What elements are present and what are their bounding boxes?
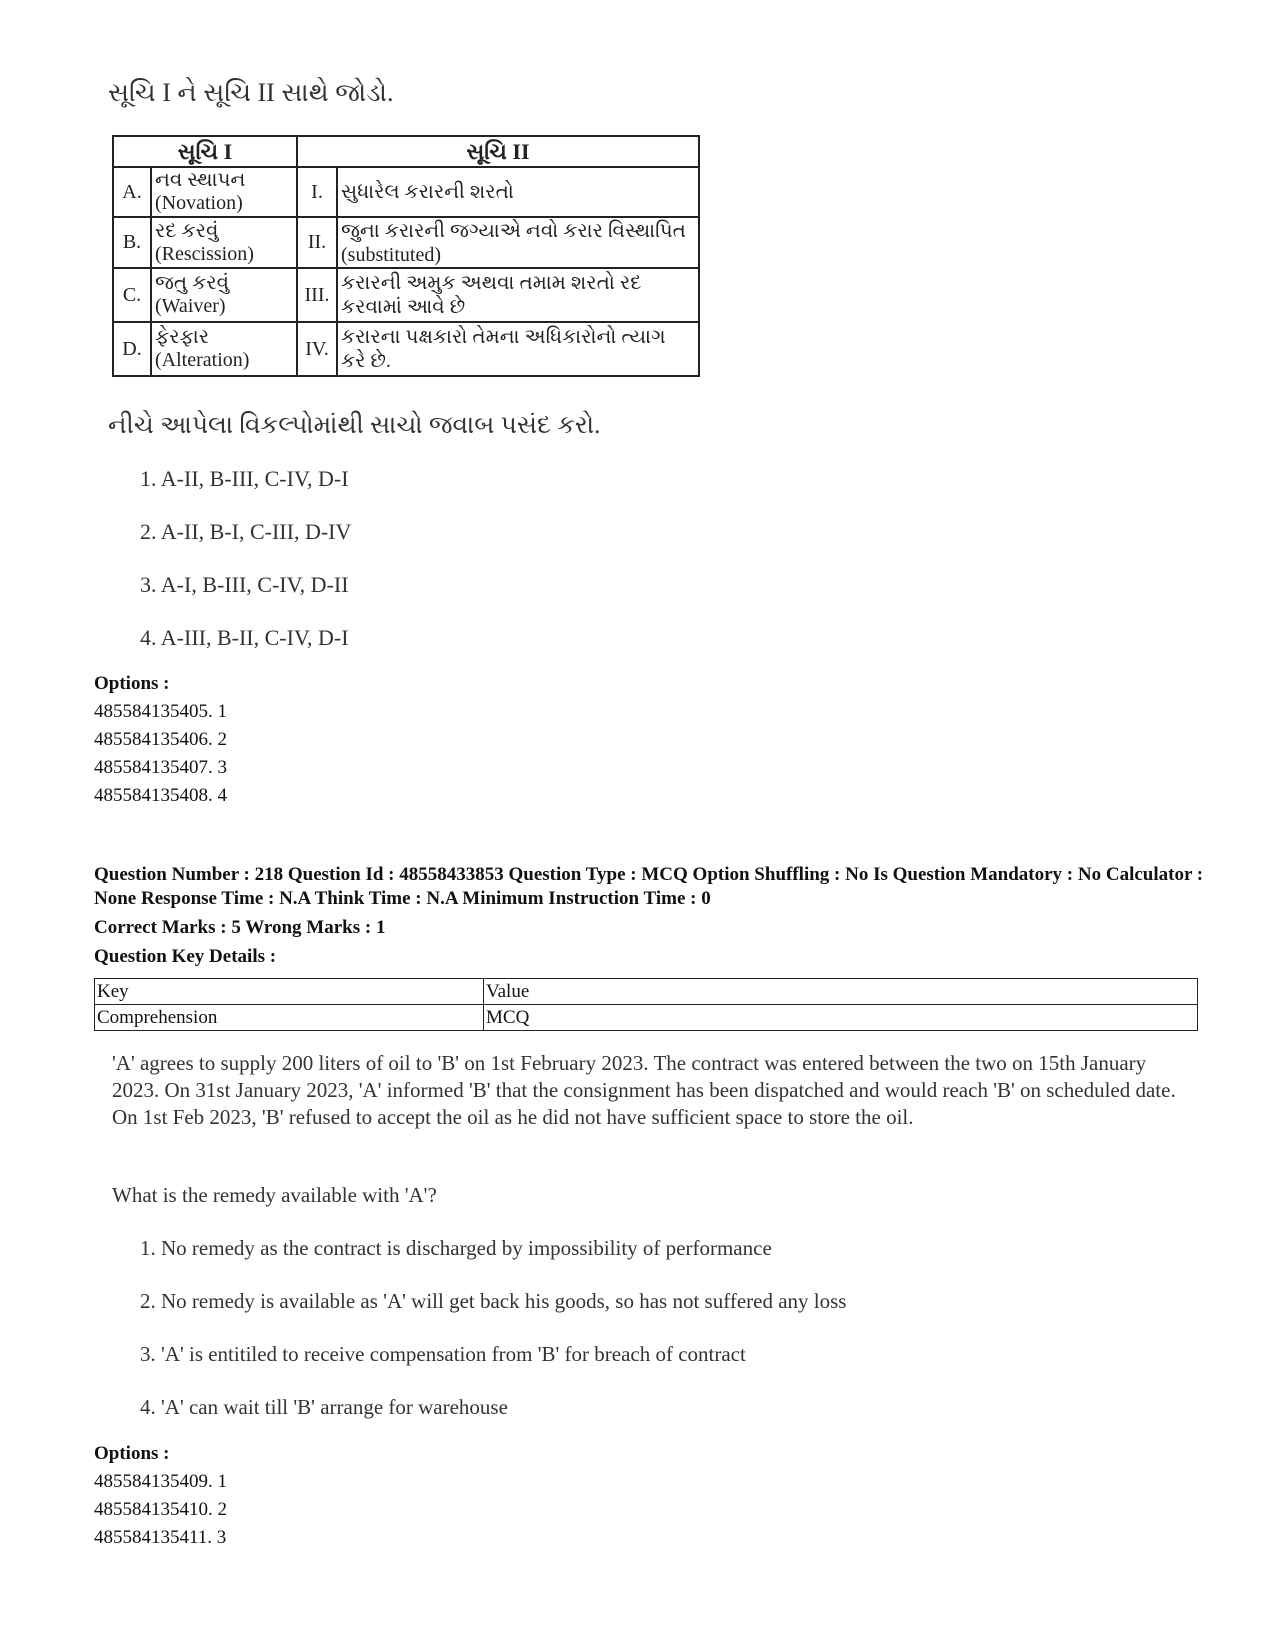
- match-row: [113, 268, 699, 322]
- option-id: 485584135408. 4: [94, 785, 227, 806]
- option-id: 485584135411. 3: [94, 1527, 227, 1548]
- table-row: [95, 1005, 1198, 1031]
- match-table: [112, 135, 700, 377]
- answer-choice: 3. 'A' is entitiled to receive compensation from 'B' for breach of contract: [140, 1342, 746, 1366]
- list2-desc: કરારના પક્ષકારો તેમના અધિકારોનો ત્યાગ કરે છે.: [337, 322, 699, 376]
- key-cell: Comprehension: [95, 1005, 484, 1031]
- option-id: 485584135405. 1: [94, 701, 227, 722]
- key-table: [94, 978, 1198, 1031]
- row-roman: I.: [297, 167, 337, 217]
- question-passage: 'A' agrees to supply 200 liters of oil to 'B' on 1st February 2023. The contract was entered between the two on 15th January 2023. On 31st January 2023, 'A' informed 'B' that the consignment has been dispatched and would reach 'B' on scheduled date. On 1st Feb 2023, 'B' refused to accept the oil as he did not have sufficient space to store the oil.: [112, 1051, 1176, 1129]
- answer-choice: 2. A-II, B-I, C-III, D-IV: [140, 519, 352, 544]
- match-row: [113, 217, 699, 268]
- row-letter: C.: [113, 268, 151, 322]
- options-label: Options :: [94, 673, 170, 694]
- answer-choice: 4. A-III, B-II, C-IV, D-I: [140, 625, 349, 650]
- list1-term: રદ કરવું (Rescission): [151, 217, 297, 268]
- value-header: Value: [484, 979, 1198, 1005]
- answer-choice: 1. No remedy as the contract is discharged by impossibility of performance: [140, 1236, 772, 1260]
- row-roman: II.: [297, 217, 337, 268]
- list1-term: ફેરફાર (Alteration): [151, 322, 297, 376]
- options-label: Options :: [94, 1443, 170, 1464]
- list2-header: સૂચિ II: [297, 136, 699, 167]
- key-header: Key: [95, 979, 484, 1005]
- list2-desc: કરારની અમુક અથવા તમામ શરતો રદ કરવામાં આવે છે: [337, 268, 699, 322]
- answer-choice: 3. A-I, B-III, C-IV, D-II: [140, 572, 349, 597]
- list1-header: સૂચિ I: [113, 136, 297, 167]
- question-instruction: નીચે આપેલા વિકલ્પોમાંથી સાચો જવાબ પસંદ કરો.: [108, 412, 601, 439]
- row-letter: B.: [113, 217, 151, 268]
- row-roman: III.: [297, 268, 337, 322]
- match-row: [113, 167, 699, 217]
- question-text: What is the remedy available with 'A'?: [112, 1183, 437, 1207]
- row-letter: D.: [113, 322, 151, 376]
- match-row: [113, 322, 699, 376]
- option-id: 485584135409. 1: [94, 1471, 227, 1492]
- list2-desc: સુધારેલ કરારની શરતો: [337, 167, 699, 217]
- row-roman: IV.: [297, 322, 337, 376]
- answer-choice: 2. No remedy is available as 'A' will get back his goods, so has not suffered any loss: [140, 1289, 847, 1313]
- answer-choice: 4. 'A' can wait till 'B' arrange for warehouse: [140, 1395, 508, 1419]
- row-letter: A.: [113, 167, 151, 217]
- list1-term: નવ સ્થાપન (Novation): [151, 167, 297, 217]
- option-id: 485584135407. 3: [94, 757, 227, 778]
- match-table-header: [113, 136, 699, 167]
- option-id: 485584135406. 2: [94, 729, 227, 750]
- option-id: 485584135410. 2: [94, 1499, 227, 1520]
- question-meta: Question Number : 218 Question Id : 48558433853 Question Type : MCQ Option Shuffling : No Is Question Mandatory : No Calculator : None Response Time : N.A Think Time : N.A Minimum Instruction Time : 0: [94, 864, 1204, 909]
- list2-desc: જુના કરારની જગ્યાએ નવો કરાર વિસ્થાપિત (substituted): [337, 217, 699, 268]
- marks: Correct Marks : 5 Wrong Marks : 1: [94, 917, 386, 938]
- list1-term: જતુ કરવું (Waiver): [151, 268, 297, 322]
- key-table-header: [95, 979, 1198, 1005]
- value-cell: MCQ: [484, 1005, 1198, 1031]
- key-details-label: Question Key Details :: [94, 946, 277, 967]
- question-title: સૂચિ I ને સૂચિ II સાથે જોડો.: [108, 78, 394, 107]
- answer-choice: 1. A-II, B-III, C-IV, D-I: [140, 466, 349, 491]
